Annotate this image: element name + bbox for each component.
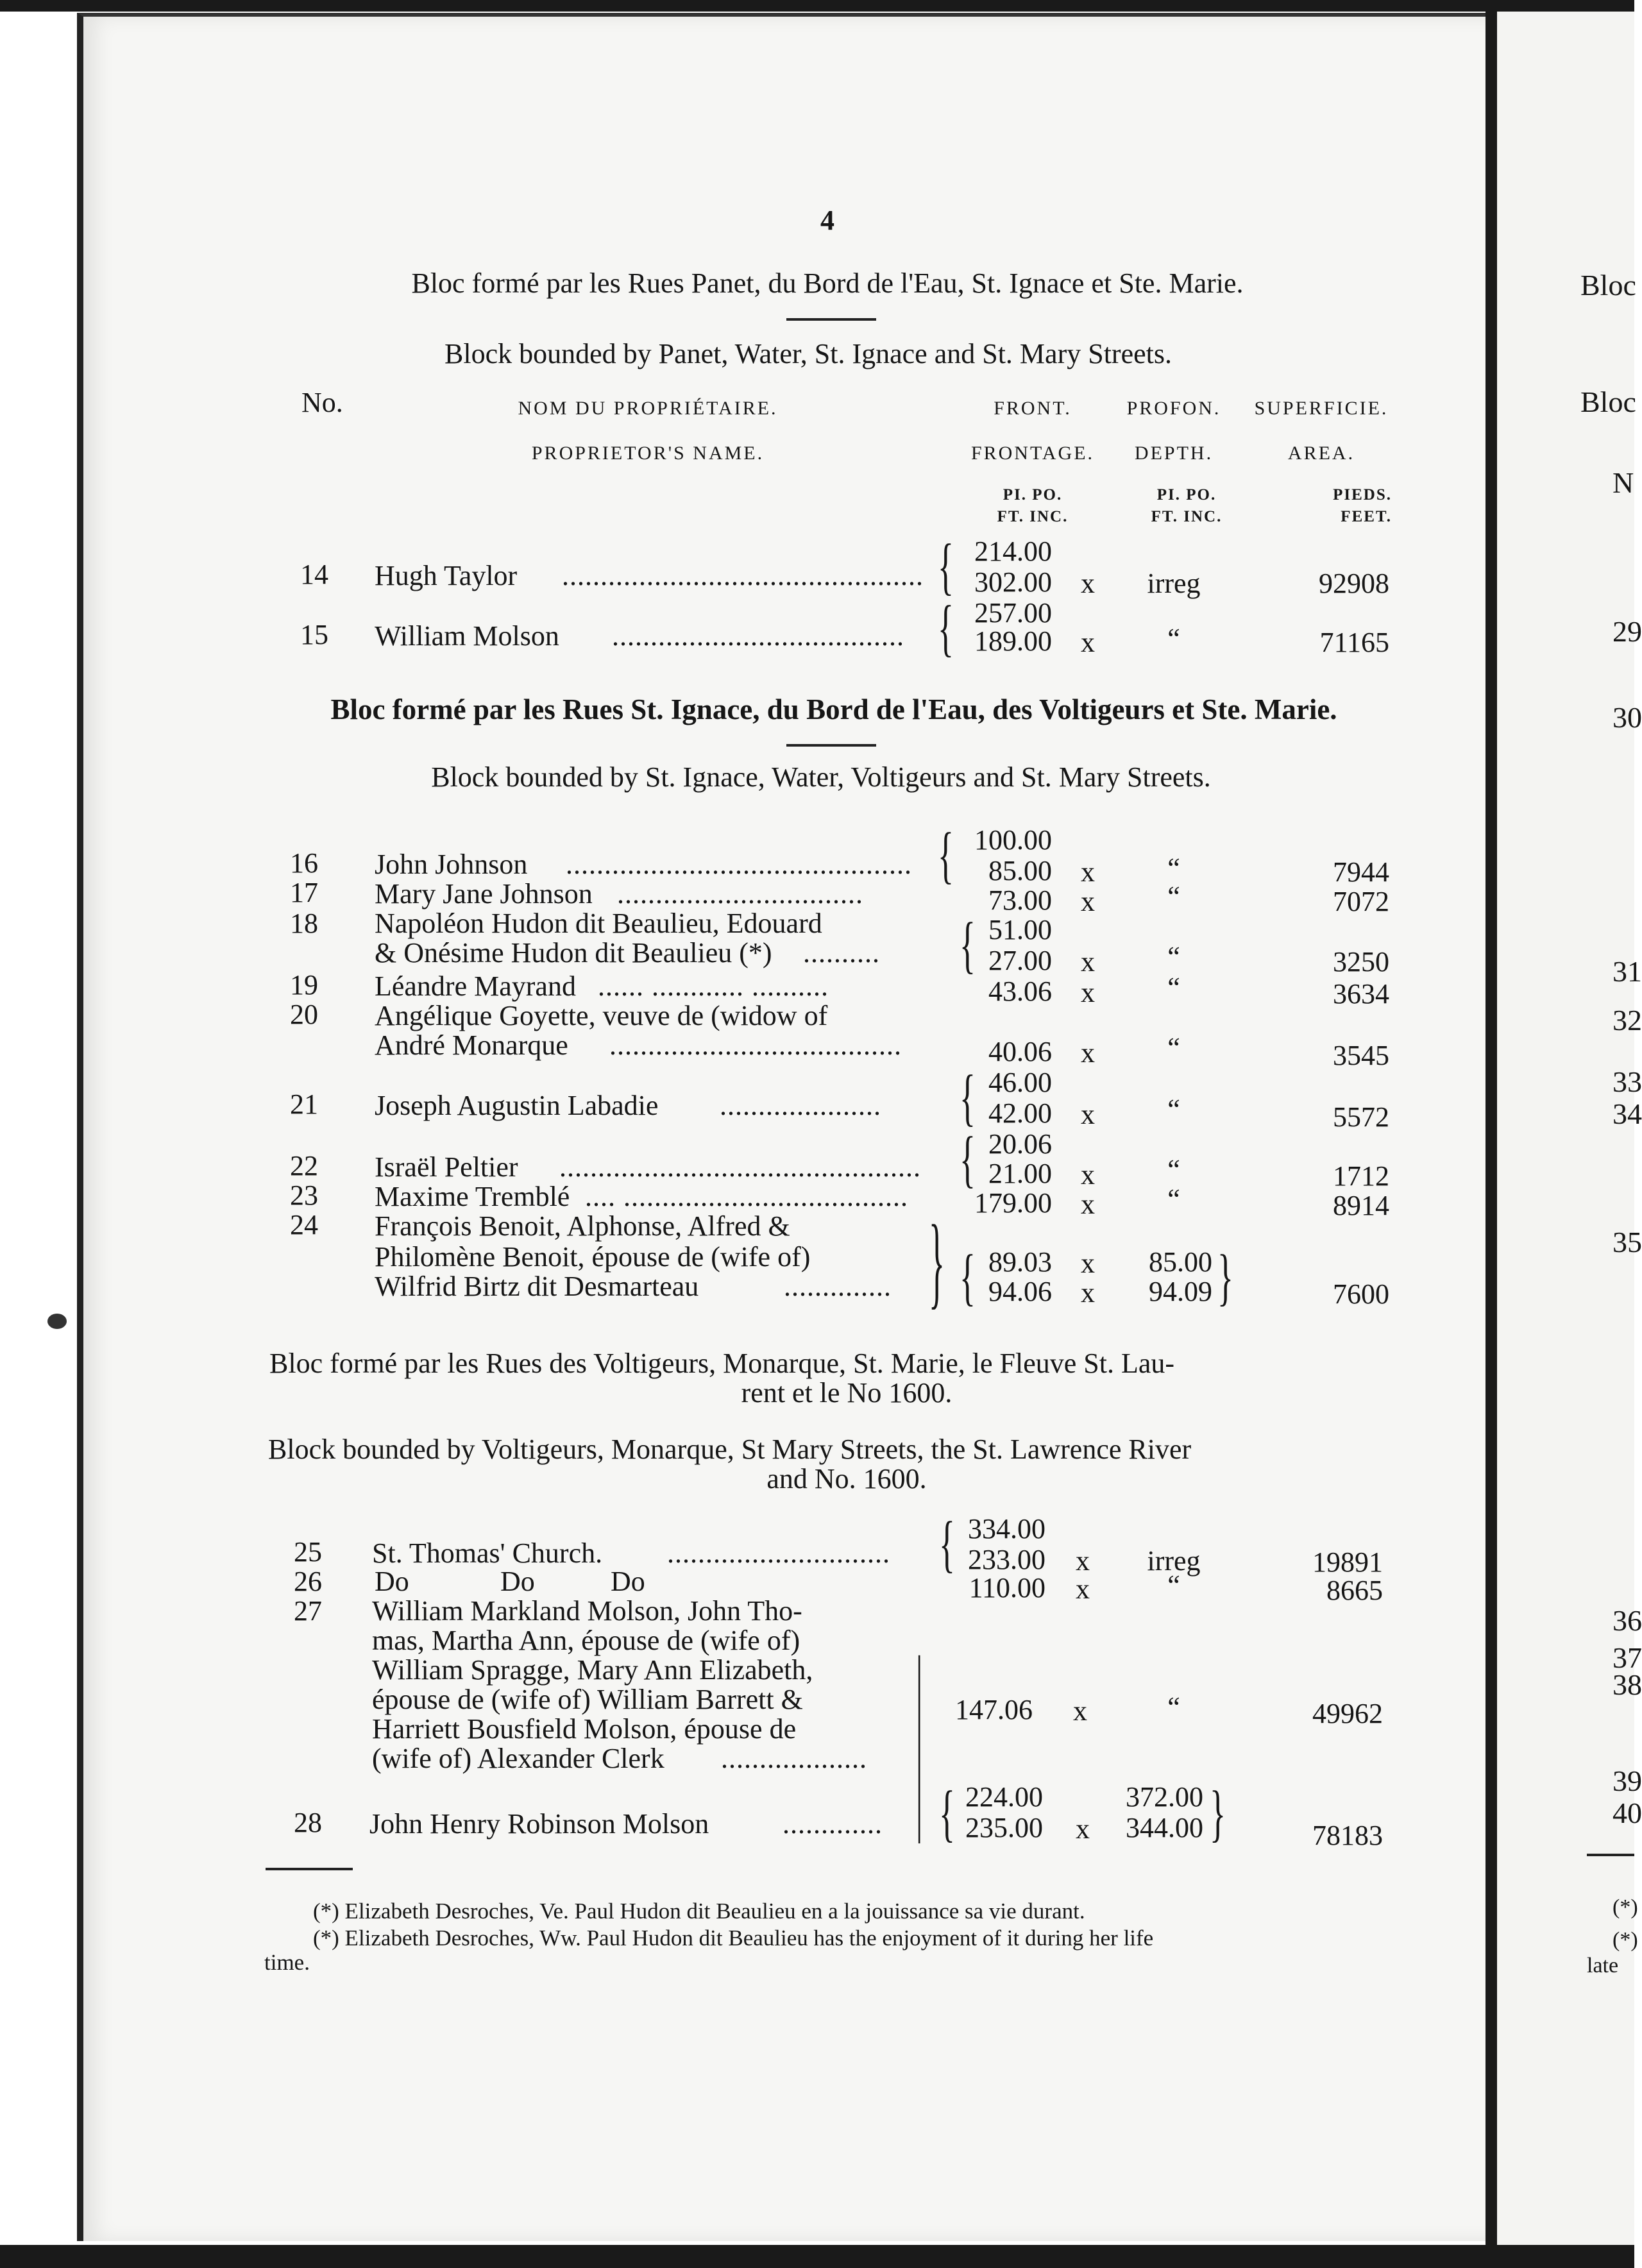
front-value: 20.06	[988, 1128, 1052, 1160]
owner-name-line: (wife of) Alexander Clerk	[372, 1743, 664, 1774]
row-number: 18	[290, 908, 318, 939]
header-area-unit-en: FEET.	[1341, 508, 1392, 525]
area-value: 78183	[1312, 1820, 1383, 1851]
footnote-en: (*) Elizabeth Desroches, Ww. Paul Hudon dit Beaulieu has the enjoyment of it during her life	[313, 1925, 1154, 1951]
header-area-fr: SUPERFICIE.	[1254, 398, 1389, 419]
times-mark: x	[1076, 1573, 1090, 1605]
times-mark: x	[1076, 1545, 1090, 1577]
dot-leader: .... .....................................	[585, 1181, 908, 1212]
section2-title-en: Block bounded by St. Ignace, Water, Voltigeurs and St. Mary Streets.	[431, 761, 1211, 793]
next-page-text: 40	[1612, 1797, 1642, 1829]
bracket: {	[960, 1243, 976, 1313]
bracket: {	[938, 532, 954, 602]
depth-value: 344.00	[1126, 1812, 1203, 1843]
area-value: 7072	[1333, 886, 1389, 917]
owner-name-line: André Monarque	[375, 1029, 568, 1061]
header-depth-fr: PROFON.	[1126, 398, 1221, 419]
depth-value: “	[1167, 852, 1180, 884]
times-mark: x	[1081, 977, 1095, 1008]
bracket: {	[938, 594, 954, 664]
owner-name-line: Angélique Goyette, veuve de (widow of	[375, 1000, 828, 1031]
dot-leader: ...............................................	[562, 560, 924, 591]
owner-name: John Henry Robinson Molson	[369, 1808, 709, 1840]
times-mark: x	[1081, 627, 1095, 658]
row-number: 14	[300, 559, 328, 590]
owner-name-line: Wilfrid Birtz dit Desmarteau	[375, 1271, 699, 1302]
header-area-unit-fr: PIEDS.	[1333, 486, 1392, 504]
owner-name: Maxime Tremblé	[375, 1181, 570, 1212]
owner-name-ditto: Do	[611, 1566, 645, 1597]
times-mark: x	[1081, 886, 1095, 917]
times-mark: x	[1076, 1813, 1090, 1845]
next-page-text: late	[1587, 1954, 1619, 1977]
row-number: 25	[294, 1536, 322, 1568]
bracket: }	[1210, 1779, 1226, 1849]
front-value: 189.00	[974, 625, 1052, 657]
front-value: 257.00	[974, 597, 1052, 629]
owner-name: William Molson	[375, 620, 559, 652]
next-page-fragment	[1497, 0, 1642, 2268]
owner-name-line: & Onésime Hudon dit Beaulieu (*)	[375, 937, 772, 969]
depth-value: “	[1167, 623, 1180, 654]
depth-value: “	[1167, 1570, 1180, 1601]
owner-name-line: François Benoit, Alphonse, Alfred &	[375, 1210, 790, 1242]
dot-leader: ................................	[617, 878, 863, 910]
owner-name-ditto: Do	[500, 1566, 535, 1597]
dot-leader: ......................................	[609, 1029, 902, 1061]
bracket: {	[960, 1063, 976, 1133]
dot-leader: ..........	[803, 937, 880, 969]
owner-name-ditto: Do	[375, 1566, 409, 1597]
area-value: 3545	[1333, 1040, 1389, 1071]
section1-title-fr: Bloc formé par les Rues Panet, du Bord de l'Eau, St. Ignace et Ste. Marie.	[411, 267, 1244, 299]
footnote-en-cont: time.	[264, 1950, 310, 1975]
depth-value: “	[1167, 972, 1180, 1003]
times-mark: x	[1081, 856, 1095, 888]
row-number: 21	[290, 1088, 318, 1120]
header-depth-en: DEPTH.	[1134, 443, 1214, 464]
owner-name: Hugh Taylor	[375, 560, 518, 591]
times-mark: x	[1081, 1277, 1095, 1308]
front-value: 334.00	[968, 1513, 1045, 1544]
depth-value: 94.09	[1149, 1276, 1212, 1307]
scan-bottom-edge	[0, 2245, 1634, 2268]
row-number: 16	[290, 847, 318, 879]
row-number: 19	[290, 969, 318, 1001]
next-page-text: 36	[1612, 1604, 1642, 1637]
owner-name-line: Harriett Bousfield Molson, épouse de	[372, 1713, 797, 1745]
times-mark: x	[1081, 1189, 1095, 1220]
next-page-text: 29	[1612, 615, 1642, 648]
front-value: 94.06	[988, 1276, 1052, 1307]
front-value: 27.00	[988, 945, 1052, 976]
row-number: 24	[290, 1209, 318, 1240]
front-value: 51.00	[988, 914, 1052, 945]
depth-value: “	[1167, 1094, 1180, 1125]
owner-name: Joseph Augustin Labadie	[375, 1090, 659, 1121]
scan-speck	[47, 1314, 67, 1329]
depth-value: “	[1167, 1154, 1180, 1185]
bracket: {	[939, 1779, 955, 1849]
section2-title-fr: Bloc formé par les Rues St. Ignace, du Bord de l'Eau, des Voltigeurs et Ste. Marie.	[330, 693, 1337, 725]
owner-name-line: mas, Martha Ann, épouse de (wife of)	[372, 1625, 800, 1656]
next-page-text: Bloc	[1580, 385, 1636, 418]
next-page-text: (*)	[1612, 1895, 1638, 1919]
next-page-text: 37	[1612, 1641, 1642, 1674]
dot-leader: ......................................	[612, 620, 904, 652]
area-value: 92908	[1319, 568, 1389, 599]
scan-top-edge	[0, 0, 1634, 12]
front-value: 179.00	[974, 1187, 1052, 1219]
next-page-text: 31	[1612, 955, 1642, 988]
next-page-text: (*)	[1612, 1928, 1638, 1952]
area-value: 19891	[1312, 1546, 1383, 1578]
page-number: 4	[820, 205, 834, 236]
next-page-text: N	[1612, 466, 1634, 499]
depth-value: “	[1167, 881, 1180, 912]
section3-title-fr: Bloc formé par les Rues des Voltigeurs, Monarque, St. Marie, le Fleuve St. Lau-	[269, 1348, 1175, 1379]
next-page-text: 33	[1612, 1065, 1642, 1098]
owner-name-line: William Markland Molson, John Tho-	[372, 1595, 802, 1627]
area-value: 49962	[1312, 1698, 1383, 1729]
front-value: 224.00	[965, 1781, 1043, 1813]
bracket: }	[929, 1206, 945, 1320]
next-page-text: 38	[1612, 1668, 1642, 1701]
header-front-unit-en: FT. INC.	[997, 508, 1069, 525]
dot-leader: .....................	[720, 1090, 881, 1121]
bracket: {	[960, 911, 976, 981]
dot-leader: .............................................	[566, 849, 912, 880]
row-number: 17	[290, 877, 318, 908]
front-value: 235.00	[965, 1812, 1043, 1843]
owner-name-line: Napoléon Hudon dit Beaulieu, Edouard	[375, 908, 822, 939]
area-value: 3250	[1333, 946, 1389, 977]
footnote-fr: (*) Elizabeth Desroches, Ve. Paul Hudon dit Beaulieu en a la jouissance sa vie durant.	[313, 1899, 1085, 1924]
dot-leader: ...............................................	[559, 1151, 921, 1183]
next-page-text: Bloc	[1580, 269, 1636, 301]
front-value: 85.00	[988, 855, 1052, 886]
next-page-text: 34	[1612, 1097, 1642, 1130]
row-number: 28	[294, 1807, 322, 1838]
footnote-divider	[266, 1868, 353, 1870]
front-value: 233.00	[968, 1544, 1045, 1575]
depth-value: “	[1167, 1183, 1180, 1215]
owner-name-line: épouse de (wife of) William Barrett &	[372, 1684, 803, 1715]
depth-value: irreg	[1147, 568, 1201, 599]
times-mark: x	[1081, 946, 1095, 977]
bracket: {	[938, 821, 954, 891]
next-page-text: 30	[1612, 701, 1642, 734]
depth-value: 85.00	[1149, 1246, 1212, 1278]
next-page-text: 39	[1612, 1764, 1642, 1797]
header-front-unit-fr: PI. PO.	[1003, 486, 1063, 504]
front-value: 42.00	[988, 1097, 1052, 1129]
front-value: 214.00	[974, 536, 1052, 567]
header-front-en: FRONTAGE.	[970, 443, 1095, 464]
section1-title-en: Block bounded by Panet, Water, St. Ignace and St. Mary Streets.	[444, 338, 1172, 369]
front-value: 110.00	[969, 1572, 1045, 1604]
depth-value: irreg	[1147, 1545, 1201, 1577]
front-value: 89.03	[988, 1246, 1052, 1278]
area-value: 8914	[1333, 1190, 1389, 1221]
depth-value: “	[1167, 1032, 1180, 1063]
area-value: 7600	[1333, 1278, 1389, 1310]
title-divider	[786, 318, 876, 321]
front-value: 73.00	[988, 884, 1052, 916]
owner-name: Mary Jane Johnson	[375, 878, 593, 910]
header-depth-unit-en: FT. INC.	[1151, 508, 1223, 525]
dot-leader: .............	[783, 1808, 883, 1840]
area-value: 7944	[1333, 856, 1389, 888]
front-value: 302.00	[974, 566, 1052, 598]
row-number: 22	[290, 1150, 318, 1181]
bracket: |	[916, 1620, 923, 1847]
row-number: 20	[290, 999, 318, 1030]
times-mark: x	[1081, 1037, 1095, 1069]
section3-title-en: Block bounded by Voltigeurs, Monarque, St Mary Streets, the St. Lawrence River	[268, 1434, 1192, 1465]
front-value: 100.00	[974, 824, 1052, 856]
header-depth-unit-fr: PI. PO.	[1156, 486, 1217, 504]
front-value: 40.06	[988, 1036, 1052, 1067]
row-number: 23	[290, 1180, 318, 1211]
owner-name: St. Thomas' Church.	[372, 1537, 603, 1569]
header-name-en: PROPRIETOR'S NAME.	[531, 443, 765, 464]
header-front-fr: FRONT.	[994, 398, 1072, 419]
row-number: 26	[294, 1566, 322, 1597]
area-value: 8665	[1326, 1575, 1383, 1606]
title-divider	[786, 744, 876, 747]
header-name-fr: NOM DU PROPRIÉTAIRE.	[518, 398, 778, 419]
depth-value: 372.00	[1126, 1781, 1203, 1813]
owner-name: Léandre Mayrand	[375, 970, 576, 1002]
page-gutter	[1485, 0, 1497, 2268]
header-no: No.	[301, 387, 343, 418]
owner-name-line: Philomène Benoit, épouse de (wife of)	[375, 1241, 811, 1273]
area-value: 5572	[1333, 1101, 1389, 1133]
bracket: {	[939, 1510, 955, 1580]
section3-title-fr-cont: rent et le No 1600.	[741, 1377, 952, 1409]
front-value: 46.00	[988, 1067, 1052, 1098]
front-value: 147.06	[955, 1694, 1033, 1725]
next-page-text: 32	[1612, 1004, 1642, 1037]
times-mark: x	[1081, 1099, 1095, 1130]
bracket: }	[1217, 1243, 1233, 1313]
times-mark: x	[1081, 568, 1095, 599]
owner-name: John Johnson	[375, 849, 528, 880]
dot-leader: ..............	[784, 1271, 892, 1302]
dot-leader: .............................	[667, 1537, 890, 1569]
next-page-text: 35	[1612, 1226, 1642, 1258]
depth-value: “	[1167, 941, 1180, 972]
times-mark: x	[1081, 1159, 1095, 1190]
section3-title-en-cont: and No. 1600.	[766, 1463, 927, 1494]
depth-value: “	[1167, 1691, 1180, 1723]
left-margin	[0, 0, 77, 2268]
area-value: 71165	[1319, 627, 1389, 658]
area-value: 1712	[1333, 1160, 1389, 1192]
front-value: 21.00	[988, 1158, 1052, 1189]
dot-leader: ...... ............ ..........	[598, 970, 829, 1002]
header-area-en: AREA.	[1287, 443, 1355, 464]
row-number: 27	[294, 1595, 322, 1627]
bracket: {	[960, 1125, 976, 1195]
area-value: 3634	[1333, 978, 1389, 1010]
front-value: 43.06	[988, 976, 1052, 1007]
times-mark: x	[1081, 1248, 1095, 1279]
times-mark: x	[1073, 1695, 1087, 1727]
next-page-rule	[1587, 1854, 1634, 1856]
owner-name: Israël Peltier	[375, 1151, 518, 1183]
row-number: 15	[300, 619, 328, 650]
owner-name-line: William Spragge, Mary Ann Elizabeth,	[372, 1654, 813, 1686]
dot-leader: ...................	[721, 1743, 867, 1774]
